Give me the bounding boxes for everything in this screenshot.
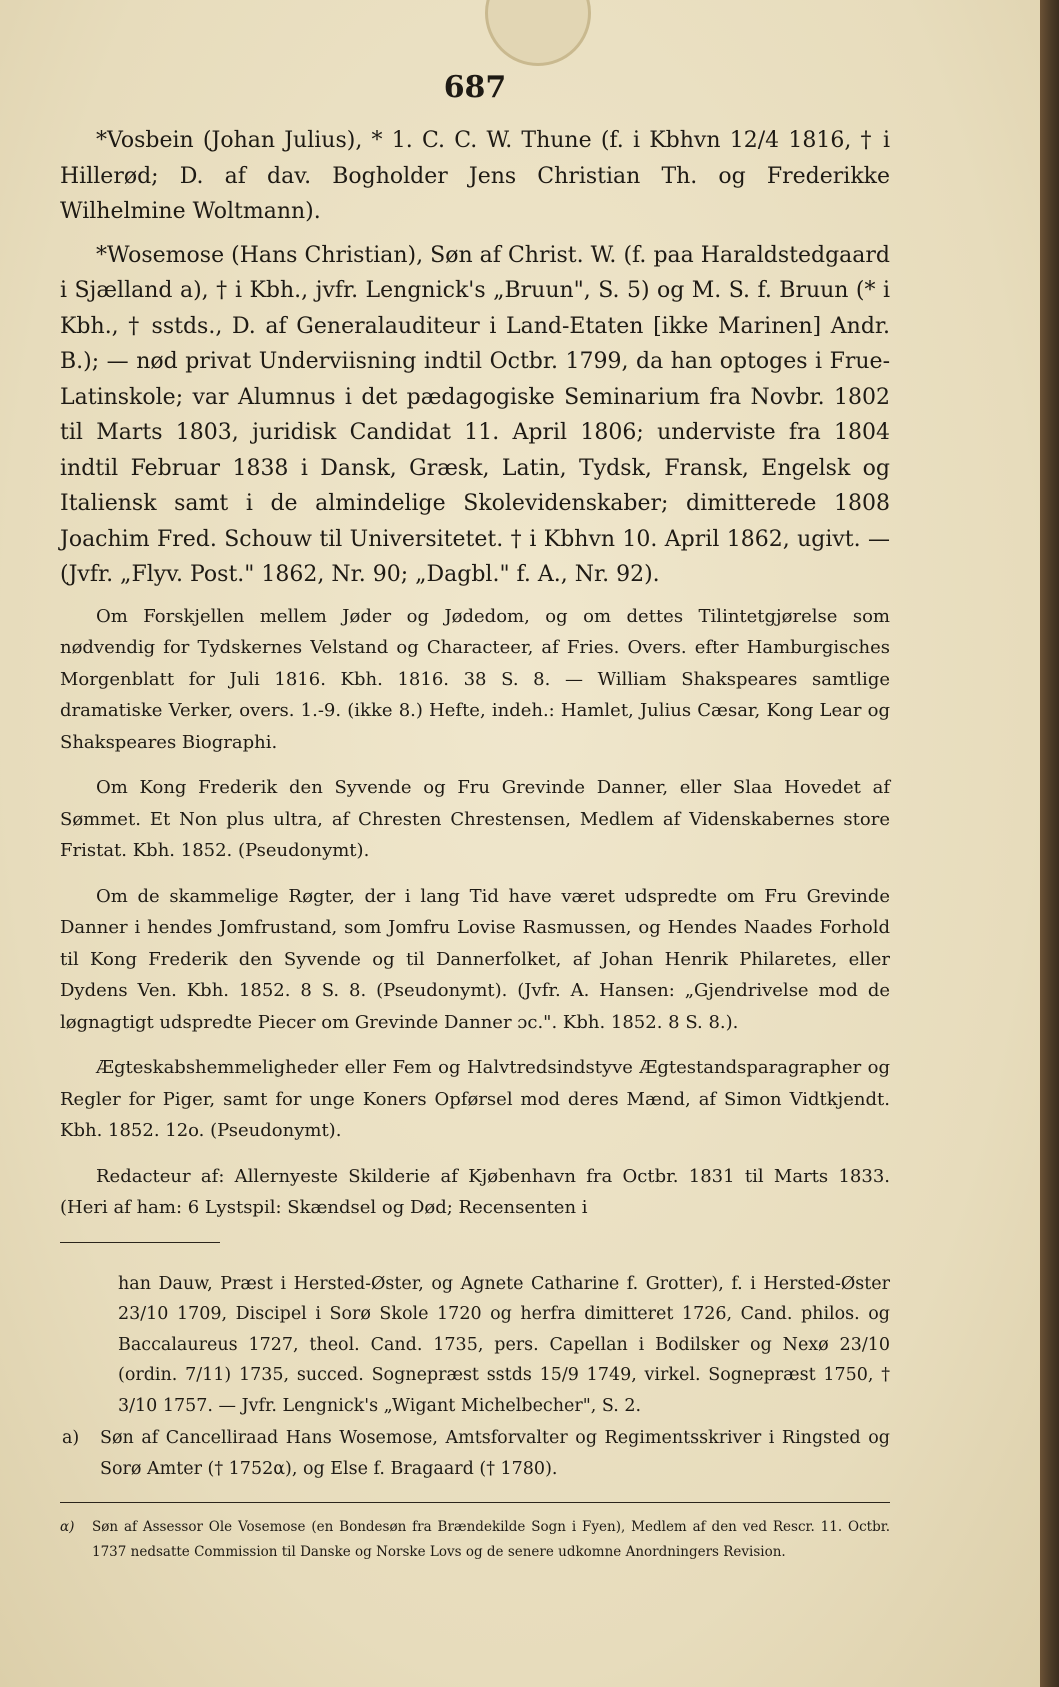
- footnote-continuation: han Dauw, Præst i Hersted-Øster, og Agnete Catharine f. Grotter), f. i Hersted-Øster 23/10 1709, Discipel i Sorø Skole 1720 og herfra dimitteret 1726, Cand. philos. og Baccalaureus 1727, theol. Cand. 1735, pers. Capellan i Bodilsker og Nexø 23/10 (ordin. 7/11) 1735, succed. Sognepræst sstds 15/9 1749, virkel. Sognepræst 1750, † 3/10 1757. — Jvfr. Lengnick's „Wigant Michelbecher", S. 2.: [118, 1273, 890, 1416]
- work-item: Redacteur af: Allernyeste Skilderie af Kjøbenhavn fra Octbr. 1831 til Marts 1833. (Heri af ham: 6 Lystspil: Skændsel og Død; Recensenten i: [60, 1165, 890, 1218]
- entry-vosbein: *Vosbein (Johan Julius), * 1. C. C. W. Thune (f. i Kbhvn 12/4 1816, † i Hillerød; D. af dav. Bogholder Jens Christian Th. og Frederikke Wilhelmine Woltmann).: [60, 128, 890, 224]
- page-number: 687: [443, 70, 507, 105]
- work-item: Om Forskjellen mellem Jøder og Jødedom, og om dettes Tilintetgjørelse som nødvendig for Tydskernes Velstand og Characteer, af Fries. Overs. efter Hamburgisches Morgenblatt for Juli 1816. Kbh. 1816. 38 S. 8. — William Shakspeares samtlige dramatiske Verker, overs. 1.-9. (ikke 8.) Hefte, indeh.: Hamlet, Julius Cæsar, Kong Lear og Shakspeares Biographi.: [60, 605, 890, 753]
- book-spine: [1040, 0, 1059, 1687]
- footnote-a: [60, 1423, 890, 1484]
- subnote-alpha-mark: α): [60, 1519, 75, 1535]
- work-item: Om de skammelige Røgter, der i lang Tid have været udspredte om Fru Grevinde Danner i hendes Jomfrustand, som Jomfru Lovise Rasmussen, og Hendes Naades Forhold til Kong Frederik den Syvende og til Dannerfolket, af Johan Henrik Philaretes, eller Dydens Ven. Kbh. 1852. 8 S. 8. (Pseudonymt). (Jvfr. A. Hansen: „Gjendrivelse mod de løgnagtigt udspredte Piecer om Grevinde Danner ɔc.". Kbh. 1852. 8 S. 8.).: [60, 885, 890, 1033]
- subnote-alpha-text: Søn af Assessor Ole Vosemose (en Bondesøn fra Brændekilde Sogn i Fyen), Medlem af den ved Rescr. 11. Octbr. 1737 nedsatte Commission til Danske og Norske Lovs og de senere udkomne Anordningers Revision.: [92, 1519, 890, 1560]
- footnote-a-mark: a): [62, 1428, 80, 1448]
- footnote-divider: [60, 1242, 220, 1243]
- entry-wosemose: *Wosemose (Hans Christian), Søn af Christ. W. (f. paa Haraldstedgaard i Sjælland a), † i Kbh., jvfr. Lengnick's „Bruun", S. 5) og M. S. f. Bruun (* i Kbh., † sstds., D. af Generalauditeur i Land-Etaten [ikke Marinen] Andr. B.); — nød privat Underviisning indtil Octbr. 1799, da han optoges i Frue-Latinskole; var Alumnus i det pædagogiske Seminarium fra Novbr. 1802 til Marts 1803, juridisk Candidat 11. April 1806; underviste fra 1804 indtil Februar 1838 i Dansk, Græsk, Latin, Tydsk, Fransk, Engelsk og Italiensk samt i de almindelige Skolevidenskaber; dimitterede 1808 Joachim Fred. Schouw til Universitetet. † i Kbhvn 10. April 1862, ugivt. — (Jvfr. „Flyv. Post." 1862, Nr. 90; „Dagbl." f. A., Nr. 92).: [60, 242, 890, 587]
- binding-clip: [485, 0, 591, 66]
- work-item: Om Kong Frederik den Syvende og Fru Grevinde Danner, eller Slaa Hovedet af Sømmet. Et Non plus ultra, af Chresten Chrestensen, Medlem af Videnskabernes store Fristat. Kbh. 1852. (Pseudonymt).: [60, 777, 890, 861]
- page-content: [60, 70, 890, 1565]
- subnote-alpha: [60, 1515, 890, 1565]
- subnote-divider: [60, 1502, 890, 1503]
- footnote-a-text: Søn af Cancelliraad Hans Wosemose, Amtsforvalter og Regimentsskriver i Ringsted og Sorø Amter († 1752α), og Else f. Bragaard († 1780).: [100, 1428, 890, 1479]
- work-item: Ægteskabshemmeligheder eller Fem og Halvtredsindstyve Ægtestandsparagrapher og Regler for Piger, samt for unge Koners Opførsel mod deres Mænd, af Simon Vidtkjendt. Kbh. 1852. 12o. (Pseudonymt).: [60, 1057, 890, 1141]
